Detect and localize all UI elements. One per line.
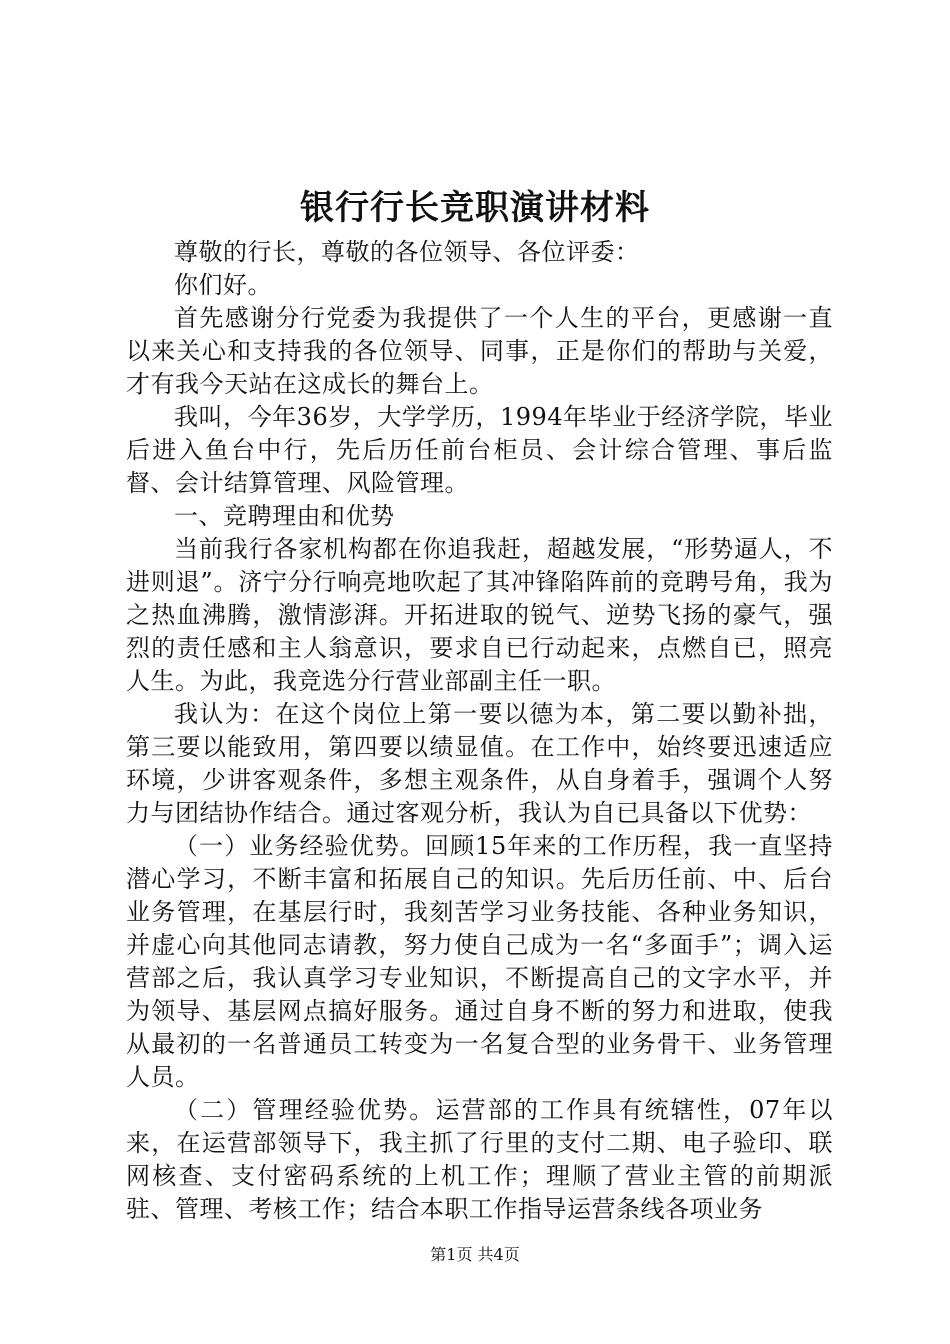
paragraph-reasons: 当前我行各家机构都在你追我赶，超越发展，“形势逼人，不进则退”。济宁分行响亮地吹起了其冲锋陷阵前的竞聘号角，我为之热血沸腾，激情澎湃。开拓进取的锐气、逆势飞扬的豪气，强烈的责任感和主人翁意识，要求自已行动起来，点燃自已，照亮人生。为此，我竞选分行营业部副主任一职。 [126,535,833,695]
document-body [126,236,833,1226]
paragraph-greeting: 你们好。 [174,271,272,299]
paragraph-salutation: 尊敬的行长，尊敬的各位领导、各位评委： [174,238,640,266]
paragraph-self-introduction: 我叫，今年36岁，大学学历，1994年毕业于经济学院，毕业后进入鱼台中行，先后历任前台柜员、会计综合管理、事后监督、会计结算管理、风险管理。 [126,403,833,497]
paragraph-business-experience: （一）业务经验优势。回顾15年来的工作历程，我一直坚持潜心学习，不断丰富和拓展自己的知识。先后历任前、中、后台业务管理，在基层行时，我刻苦学习业务技能、各种业务知识，并虚心向其他同志请教，努力使自己成为一名“多面手”；调入运营部之后，我认真学习专业知识，不断提高自己的文字水平，并为领导、基层网点搞好服务。通过自身不断的努力和进取，使我从最初的一名普通员工转变为一名复合型的业务骨干、业务管理人员。 [126,832,833,1091]
paragraph-management-experience: （二）管理经验优势。运营部的工作具有统辖性，07年以来，在运营部领导下，我主抓了行里的支付二期、电子验印、联网核查、支付密码系统的上机工作；理顺了营业主管的前期派驻、管理、考核工作；结合本职工作指导运营条线各项业务 [126,1096,833,1223]
paragraph-thanks: 首先感谢分行党委为我提供了一个人生的平台，更感谢一直以来关心和支持我的各位领导、同事，正是你们的帮助与关爱，才有我今天站在这成长的舞台上。 [126,304,833,398]
paragraph-view: 我认为：在这个岗位上第一要以德为本，第二要以勤补拙，第三要以能致用，第四要以绩显值。在工作中，始终要迅速适应环境，少讲客观条件，多想主观条件，从自身着手，强调个人努力与团结协作结合。通过客观分析，我认为自已具备以下优势： [126,700,833,827]
document-title: 银行行长竞职演讲材料 [300,188,650,228]
section-heading: 一、竞聘理由和优势 [174,502,395,530]
page-footer: 第1页 共4页 [430,1245,520,1264]
